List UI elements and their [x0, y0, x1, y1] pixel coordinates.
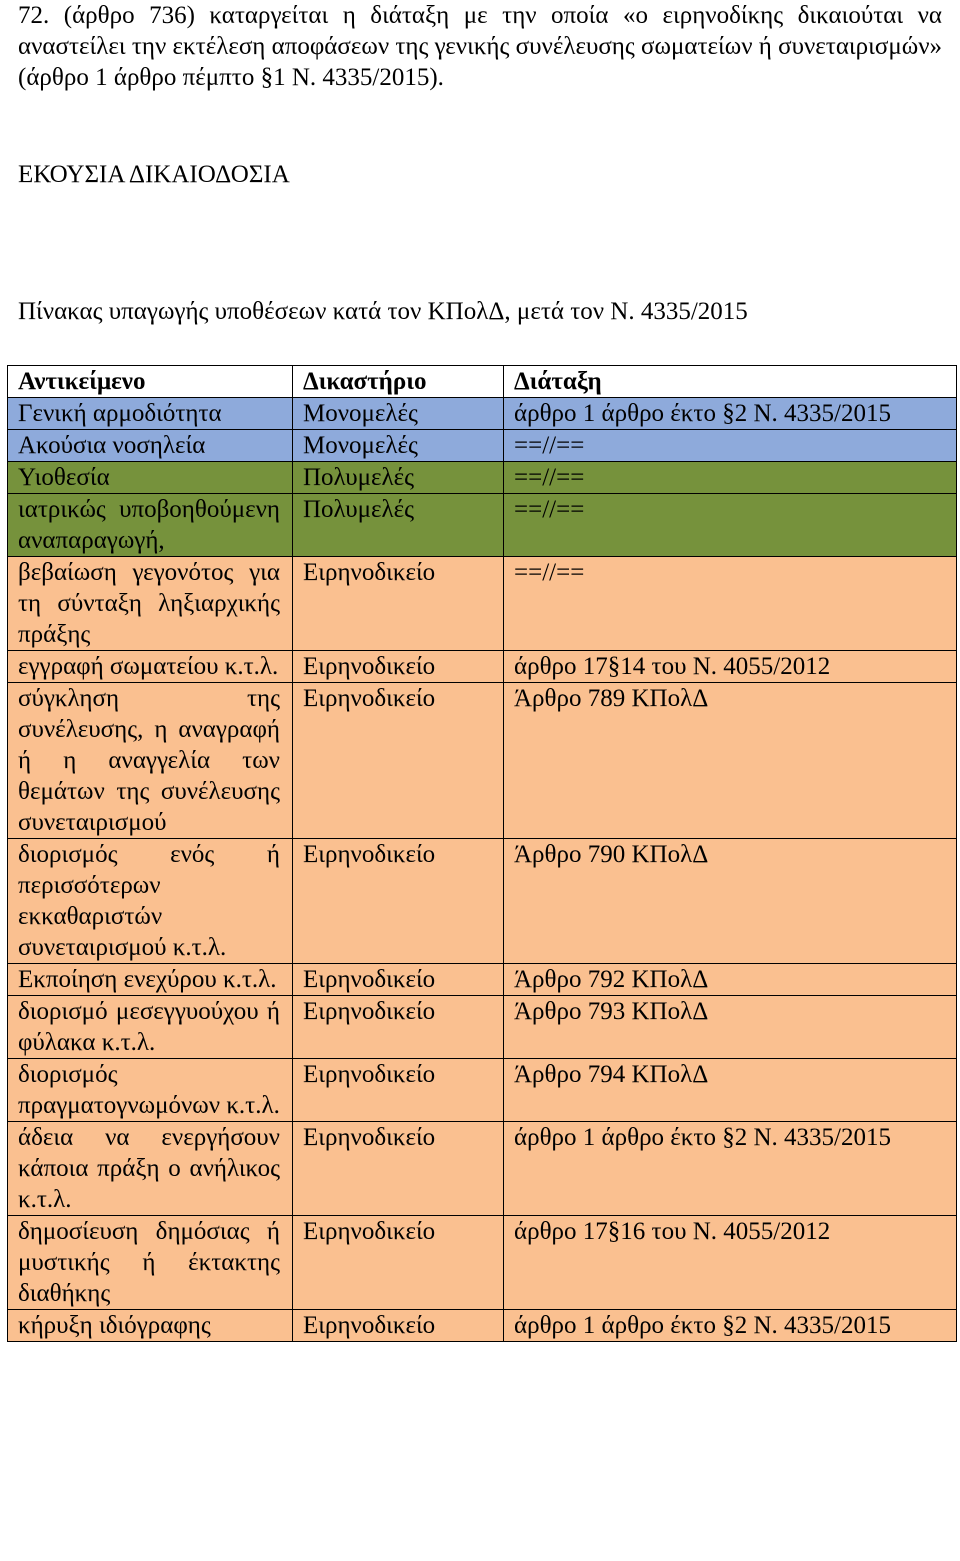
court-cell: Μονομελές	[293, 398, 504, 430]
provision-cell: άρθρο 1 άρθρο έκτο §2 Ν. 4335/2015	[504, 1310, 957, 1342]
header-court: Δικαστήριο	[293, 366, 504, 398]
table-caption: Πίνακας υπαγωγής υποθέσεων κατά τον ΚΠολΔ, μετά τον Ν. 4335/2015	[18, 298, 748, 325]
provision-cell: άρθρο 1 άρθρο έκτο §2 Ν. 4335/2015	[504, 1122, 957, 1216]
court-cell: Ειρηνοδικείο	[293, 964, 504, 996]
court-cell: Ειρηνοδικείο	[293, 1216, 504, 1310]
header-provision: Διάταξη	[504, 366, 957, 398]
table-row	[8, 430, 957, 462]
subject-cell: Γενική αρμοδιότητα	[8, 398, 293, 430]
court-cell: Πολυμελές	[293, 462, 504, 494]
table-row	[8, 683, 957, 839]
court-cell: Μονομελές	[293, 430, 504, 462]
provision-cell: Άρθρο 794 ΚΠολΔ	[504, 1059, 957, 1122]
court-cell: Ειρηνοδικείο	[293, 1122, 504, 1216]
header-subject: Αντικείμενο	[8, 366, 293, 398]
court-cell: Ειρηνοδικείο	[293, 1310, 504, 1342]
intro-paragraph: 72. (άρθρο 736) καταργείται η διάταξη με την οποία «ο ειρηνοδίκης δικαιούται να αναστείλει την εκτέλεση αποφάσεων της γενικής συνέλευσης σωματείων ή συνεταιρισμών» (άρθρο 1 άρθρο πέμπτο §1 Ν. 4335/2015).	[18, 2, 942, 91]
subject-cell: άδεια να ενεργήσουν κάποια πράξη ο ανήλικος κ.τ.λ.	[8, 1122, 293, 1216]
table-row	[8, 839, 957, 964]
subject-cell: βεβαίωση γεγονότος για τη σύνταξη ληξιαρχικής πράξης	[8, 557, 293, 651]
subject-cell: διορισμό μεσεγγυούχου ή φύλακα κ.τ.λ.	[8, 996, 293, 1059]
subject-cell: διορισμός πραγματογνωμόνων κ.τ.λ.	[8, 1059, 293, 1122]
subject-cell: Εκποίηση ενεχύρου κ.τ.λ.	[8, 964, 293, 996]
provision-cell: Άρθρο 790 ΚΠολΔ	[504, 839, 957, 964]
section-heading: ΕΚΟΥΣΙΑ ΔΙΚΑΙΟΔΟΣΙΑ	[18, 161, 290, 188]
provision-cell: άρθρο 17§16 του Ν. 4055/2012	[504, 1216, 957, 1310]
subject-cell: ιατρικώς υποβοηθούμενη αναπαραγωγή,	[8, 494, 293, 557]
jurisdiction-table	[7, 365, 957, 1342]
subject-cell: κήρυξη ιδιόγραφης	[8, 1310, 293, 1342]
provision-cell: ==//==	[504, 557, 957, 651]
subject-cell: Ακούσια νοσηλεία	[8, 430, 293, 462]
provision-cell: άρθρο 1 άρθρο έκτο §2 Ν. 4335/2015	[504, 398, 957, 430]
subject-cell: σύγκληση της συνέλευσης, η αναγραφή ή η αναγγελία των θεμάτων της συνέλευσης συνεταιρισμού	[8, 683, 293, 839]
table-row	[8, 1310, 957, 1342]
table-row	[8, 1122, 957, 1216]
subject-cell: δημοσίευση δημόσιας ή μυστικής ή έκτακτης διαθήκης	[8, 1216, 293, 1310]
table-row	[8, 1059, 957, 1122]
court-cell: Ειρηνοδικείο	[293, 557, 504, 651]
table-row	[8, 651, 957, 683]
court-cell: Ειρηνοδικείο	[293, 1059, 504, 1122]
table-row	[8, 557, 957, 651]
table-row	[8, 494, 957, 557]
table-row	[8, 462, 957, 494]
table-row	[8, 964, 957, 996]
subject-cell: διορισμός ενός ή περισσότερων εκκαθαριστών συνεταιρισμού κ.τ.λ.	[8, 839, 293, 964]
court-cell: Ειρηνοδικείο	[293, 651, 504, 683]
table-header-row	[8, 366, 957, 398]
provision-cell: Άρθρο 789 ΚΠολΔ	[504, 683, 957, 839]
provision-cell: Άρθρο 793 ΚΠολΔ	[504, 996, 957, 1059]
provision-cell: Άρθρο 792 ΚΠολΔ	[504, 964, 957, 996]
court-cell: Ειρηνοδικείο	[293, 996, 504, 1059]
provision-cell: ==//==	[504, 430, 957, 462]
subject-cell: εγγραφή σωματείου κ.τ.λ.	[8, 651, 293, 683]
table-row	[8, 996, 957, 1059]
court-cell: Ειρηνοδικείο	[293, 839, 504, 964]
subject-cell: Υιοθεσία	[8, 462, 293, 494]
provision-cell: ==//==	[504, 462, 957, 494]
table-row	[8, 398, 957, 430]
court-cell: Πολυμελές	[293, 494, 504, 557]
provision-cell: άρθρο 17§14 του Ν. 4055/2012	[504, 651, 957, 683]
table-row	[8, 1216, 957, 1310]
court-cell: Ειρηνοδικείο	[293, 683, 504, 839]
intro-paragraph-block	[18, 0, 942, 93]
provision-cell: ==//==	[504, 494, 957, 557]
